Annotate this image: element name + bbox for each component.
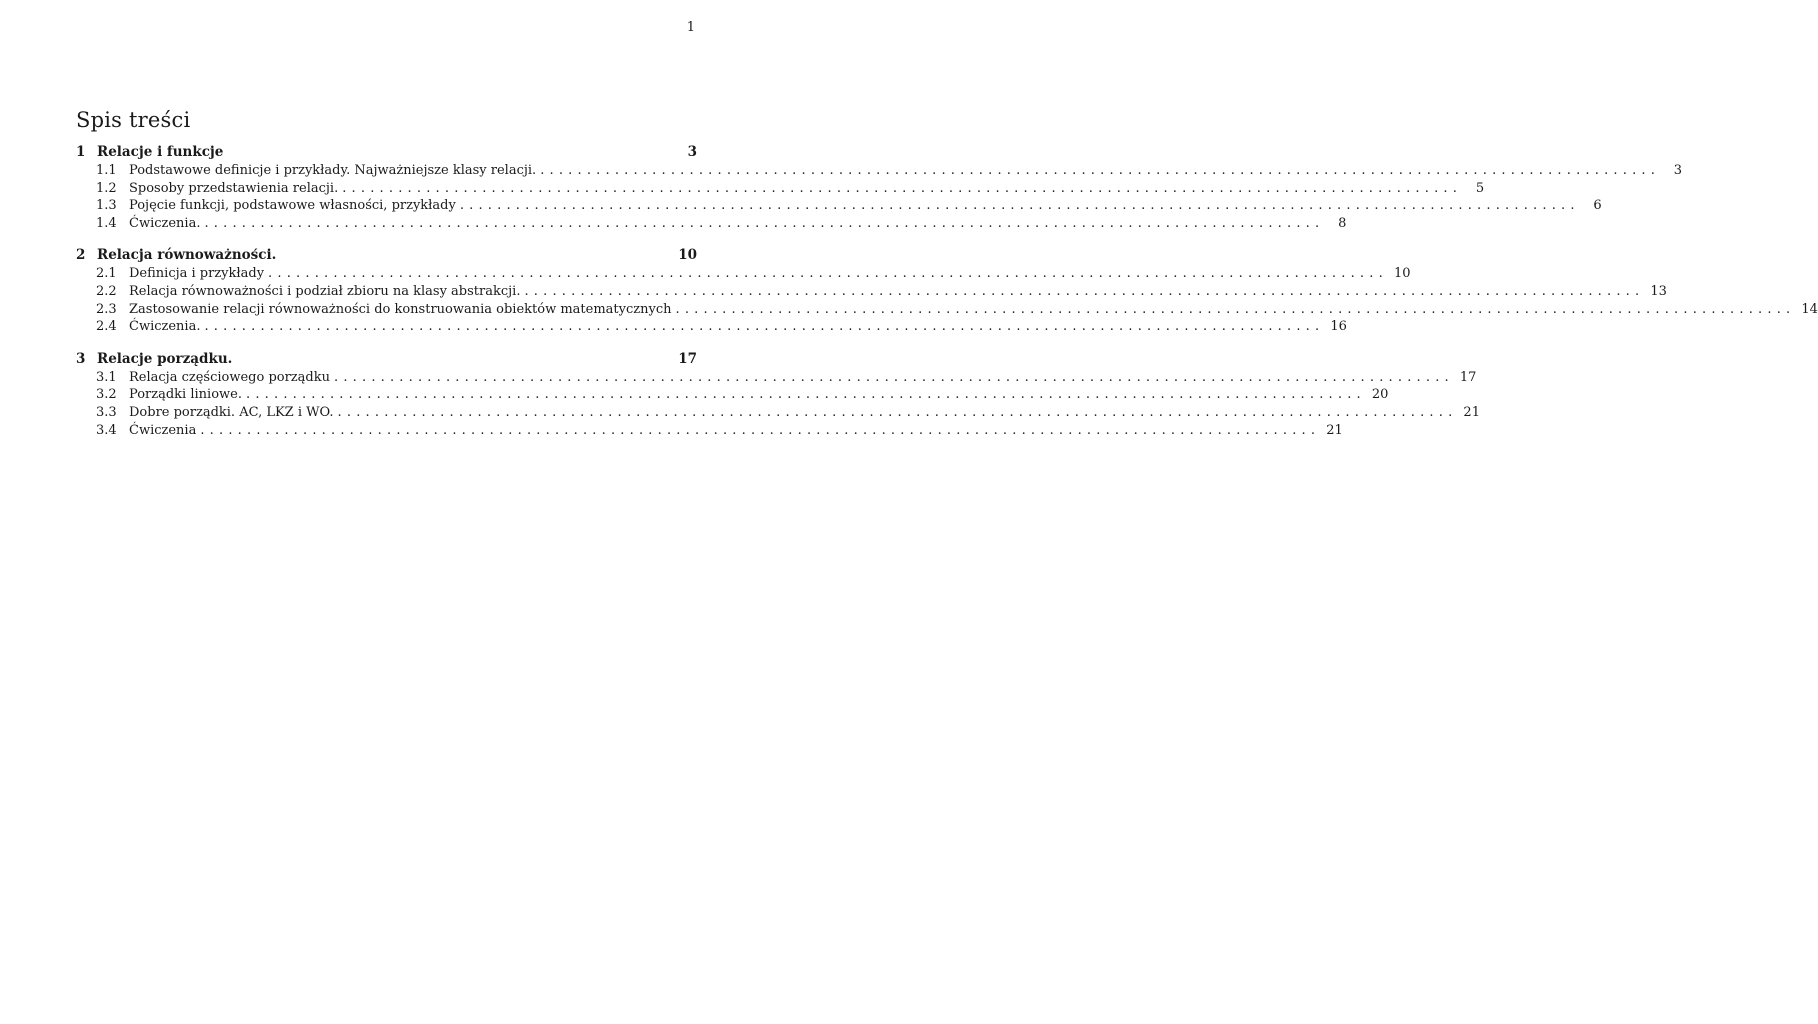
toc-chapter-2	[76, 247, 1818, 336]
section-entry[interactable]	[76, 404, 1480, 423]
dot-leader: ........................................................................................................................	[337, 404, 1458, 420]
section-title: Zastosowanie relacji równoważności do konstruowania obiektów matematycznych	[129, 301, 672, 317]
section-number: 1.2	[96, 180, 117, 196]
section-number: 2.1	[96, 266, 117, 282]
dot-leader: ........................................................................................................................	[333, 369, 1454, 385]
dot-leader: ........................................................................................................................	[204, 215, 1325, 231]
dot-leader: ........................................................................................................................	[675, 301, 1796, 317]
chapter-number: 3	[76, 350, 86, 367]
section-entry[interactable]	[76, 266, 1411, 284]
toc-chapter-1	[76, 144, 1683, 233]
chapter-page-number: 3	[687, 144, 697, 160]
section-entry[interactable]	[76, 163, 1683, 181]
section-title: Podstawowe definicje i przykłady. Najważniejsze klasy relacji.	[129, 163, 537, 178]
dot-leader: ........................................................................................................................	[540, 163, 1661, 178]
section-title: Pojęcie funkcji, podstawowe własności, przykłady	[129, 198, 456, 214]
section-number: 2.3	[96, 301, 117, 317]
chapter-page-number: 10	[678, 247, 697, 264]
section-number: 1.1	[96, 163, 117, 178]
dot-leader: ........................................................................................................................	[268, 266, 1388, 282]
toc-title: Spis treści	[76, 108, 191, 132]
section-entry[interactable]	[76, 283, 1667, 302]
dot-leader: ........................................................................................................................	[204, 319, 1325, 335]
toc-chapter-3	[76, 350, 1480, 440]
chapter-entry[interactable]	[76, 144, 697, 163]
section-number: 2.2	[96, 283, 117, 299]
section-title: Relacja częściowego porządku	[129, 369, 330, 385]
section-title: Definicja i przykłady	[129, 266, 265, 282]
dot-leader: ........................................................................................................................	[342, 180, 1463, 196]
chapter-number: 2	[76, 247, 86, 264]
chapter-page-number: 17	[678, 350, 697, 367]
section-page-number: 8	[1338, 215, 1347, 231]
chapter-entry[interactable]	[76, 351, 697, 370]
table-of-contents	[76, 144, 1818, 454]
section-number: 2.4	[96, 319, 117, 335]
section-number: 3.3	[96, 404, 117, 420]
section-title: Sposoby przedstawienia relacji.	[129, 180, 339, 196]
section-number: 1.3	[96, 198, 117, 214]
section-title: Relacja równoważności i podział zbioru na klasy abstrakcji.	[129, 283, 521, 299]
section-entry[interactable]	[76, 301, 1818, 320]
chapter-number: 1	[76, 144, 86, 160]
section-page-number: 6	[1593, 198, 1602, 214]
section-entry[interactable]	[76, 387, 1389, 405]
section-number: 3.4	[96, 422, 117, 438]
section-title: Porządki liniowe.	[129, 387, 242, 403]
dot-leader: ........................................................................................................................	[459, 198, 1580, 214]
section-entry[interactable]	[76, 369, 1477, 388]
dot-leader: ........................................................................................................................	[200, 422, 1321, 438]
section-title: Dobre porządki. AC, LKZ i WO.	[129, 404, 334, 420]
page-number: 1	[686, 20, 695, 35]
chapter-title: Relacja równoważności.	[97, 247, 277, 264]
section-page-number: 14	[1801, 301, 1818, 317]
section-page-number: 10	[1393, 266, 1411, 282]
section-number: 3.2	[96, 387, 117, 403]
dot-leader: ........................................................................................................................	[245, 387, 1366, 403]
section-number: 3.1	[96, 369, 117, 385]
section-entry[interactable]	[76, 319, 1347, 337]
chapter-title: Relacje i funkcje	[97, 144, 224, 160]
section-entry[interactable]	[76, 215, 1347, 234]
section-page-number: 16	[1330, 319, 1347, 335]
chapter-title: Relacje porządku.	[97, 350, 233, 367]
section-number: 1.4	[96, 215, 117, 231]
section-entry[interactable]	[76, 422, 1343, 441]
section-title: Ćwiczenia.	[129, 319, 201, 335]
chapter-entry[interactable]	[76, 247, 697, 266]
section-title: Ćwiczenia	[129, 422, 197, 438]
section-page-number: 17	[1459, 369, 1477, 385]
section-page-number: 21	[1463, 404, 1480, 420]
section-page-number: 5	[1475, 180, 1485, 196]
section-page-number: 21	[1326, 422, 1343, 438]
section-entry[interactable]	[76, 198, 1602, 216]
section-entry[interactable]	[76, 180, 1485, 199]
section-page-number: 13	[1650, 283, 1667, 299]
section-page-number: 20	[1371, 387, 1389, 403]
dot-leader: ........................................................................................................................	[524, 283, 1645, 299]
section-title: Ćwiczenia.	[129, 215, 201, 231]
section-page-number: 3	[1673, 163, 1683, 178]
